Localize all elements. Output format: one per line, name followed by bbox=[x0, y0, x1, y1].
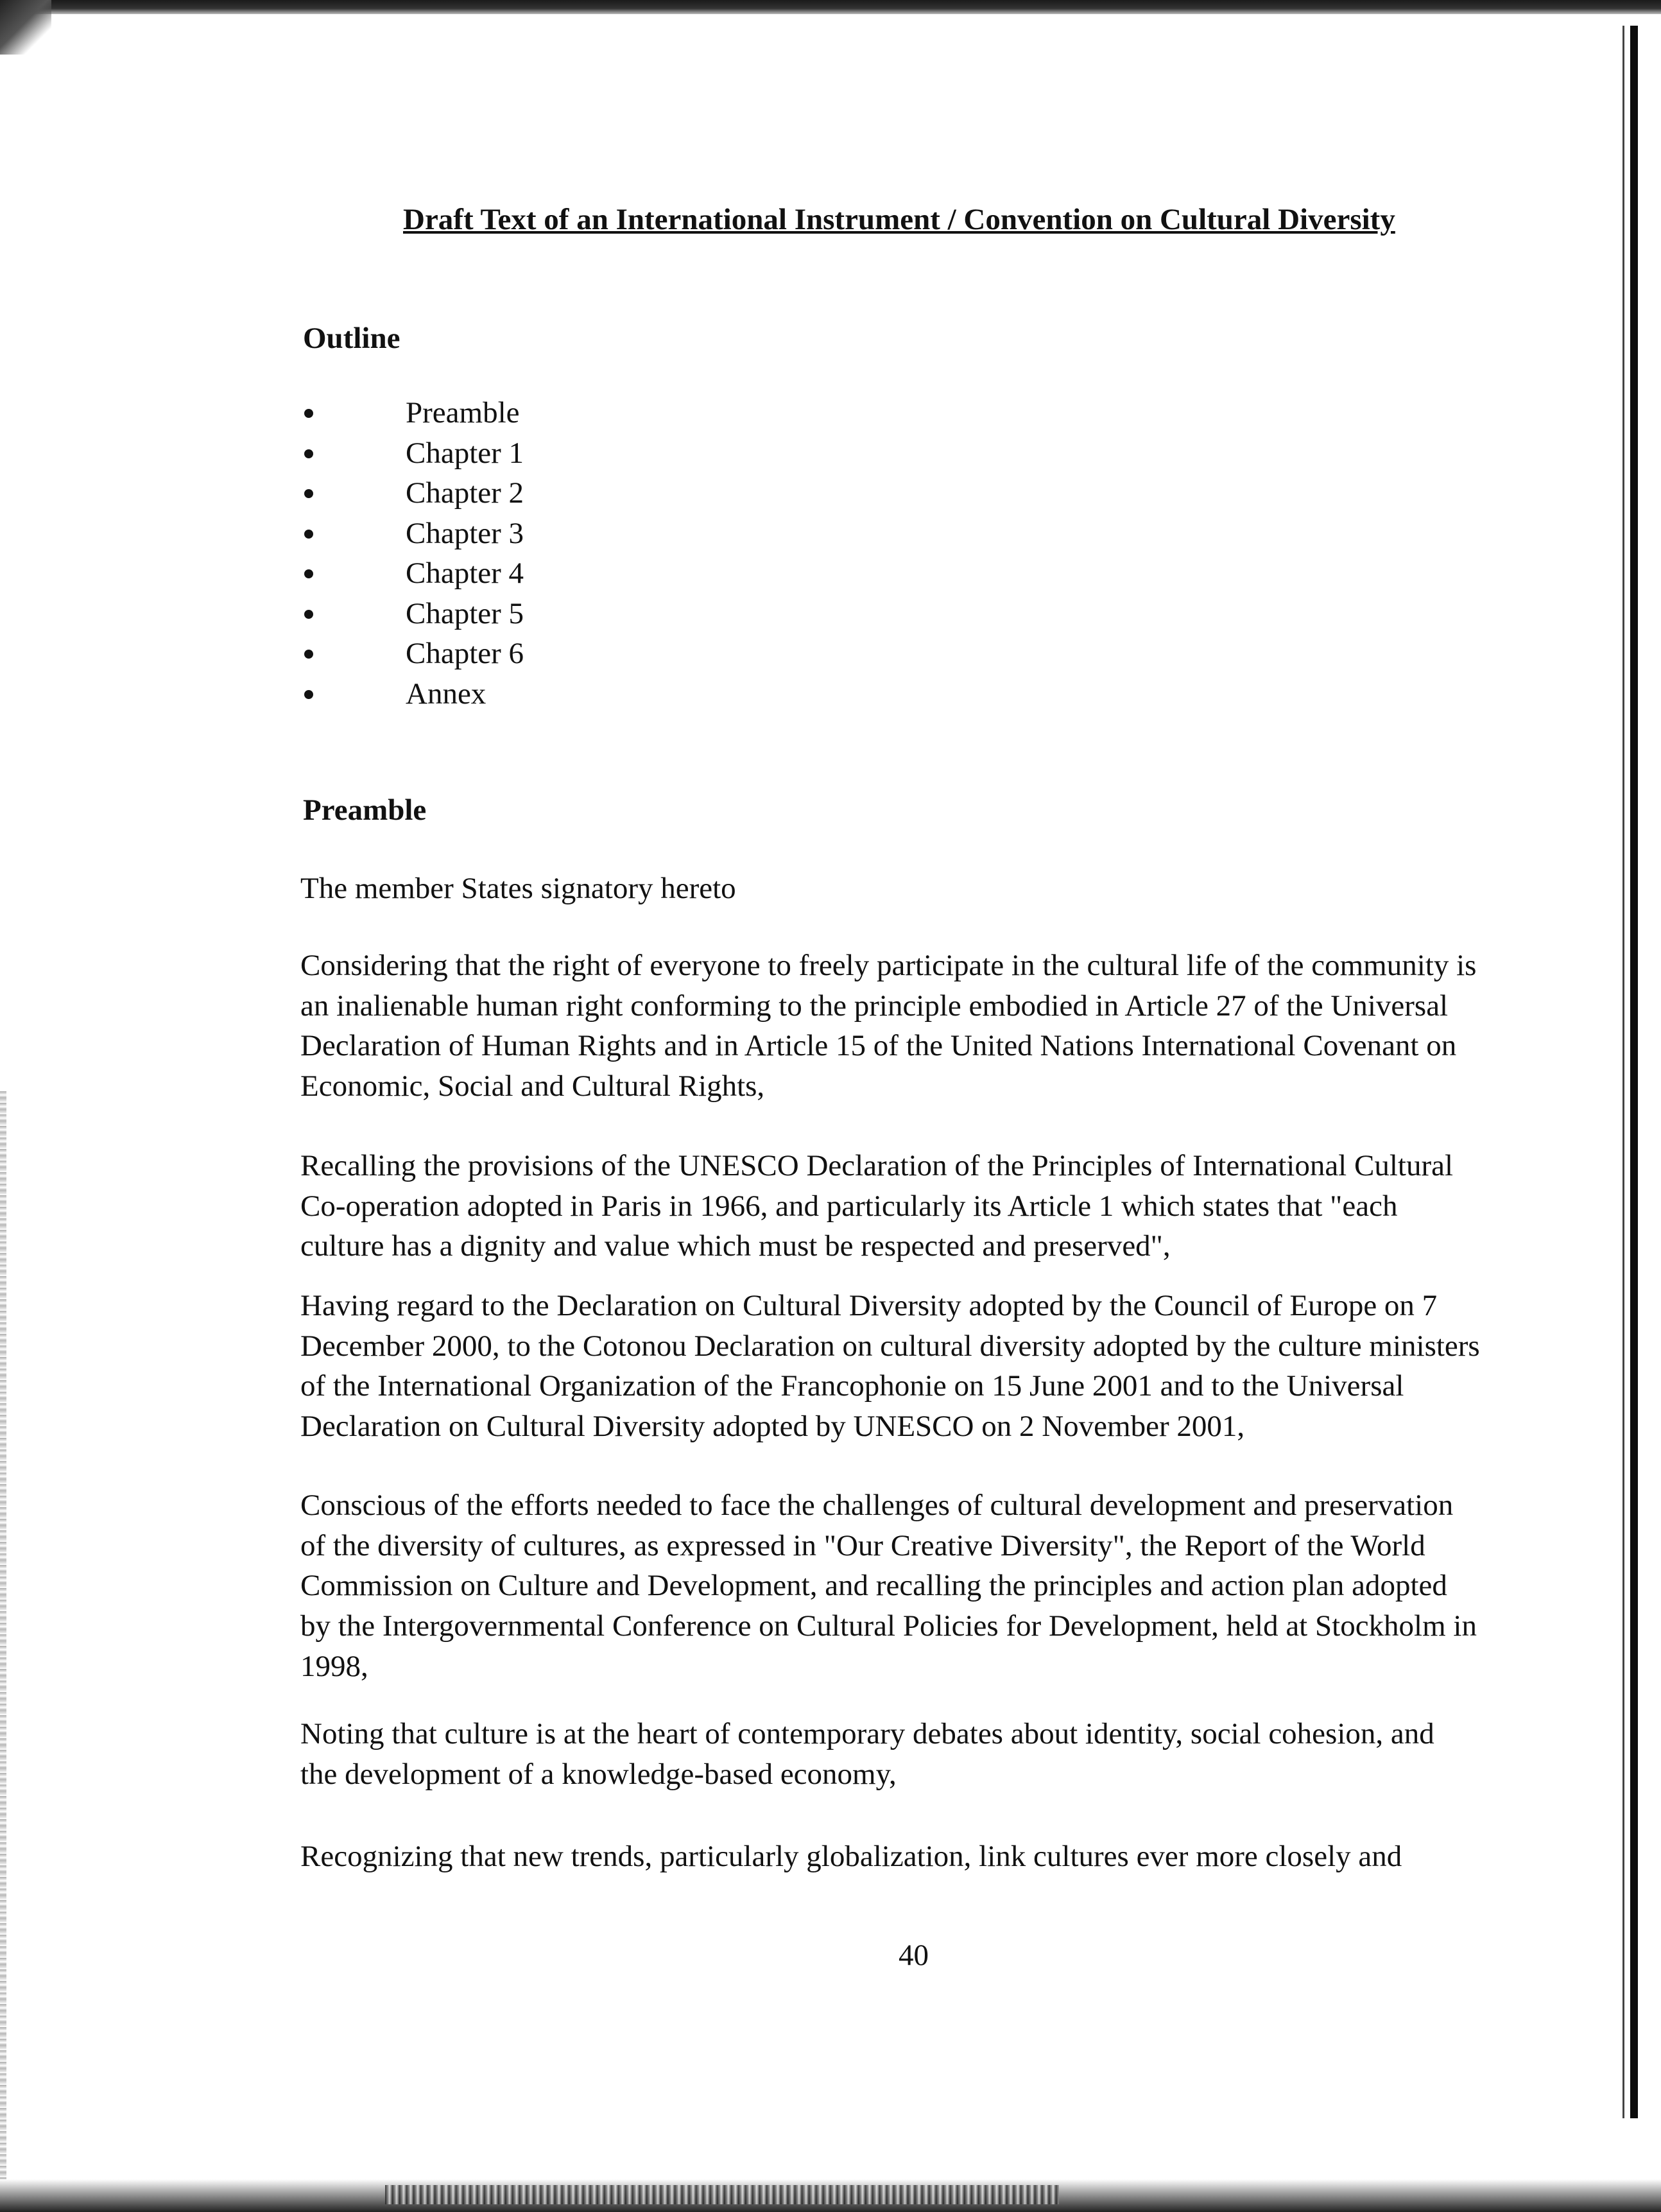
outline-item-label: Chapter 6 bbox=[406, 637, 524, 670]
paragraph-line: Declaration on Cultural Diversity adopted by UNESCO on 2 November 2001, bbox=[300, 1410, 1245, 1444]
outline-item-label: Chapter 2 bbox=[406, 476, 524, 510]
bullet-icon bbox=[304, 449, 313, 458]
paragraph-line: Having regard to the Declaration on Cultural Diversity adopted by the Council of Europe on 7 bbox=[300, 1289, 1438, 1322]
paragraph-line: Noting that culture is at the heart of contemporary debates about identity, social cohesion, and bbox=[300, 1717, 1434, 1750]
paragraph-line: The member States signatory hereto bbox=[300, 872, 736, 905]
scan-edge-top bbox=[0, 0, 1661, 14]
scan-edge-right bbox=[1630, 26, 1638, 2118]
outline-item-label: Chapter 4 bbox=[406, 557, 524, 590]
paragraph-line: an inalienable human right conforming to the principle embodied in Article 27 of the Universal bbox=[300, 989, 1449, 1023]
paragraph-line: Recalling the provisions of the UNESCO Declaration of the Principles of International Cultural bbox=[300, 1149, 1454, 1182]
paragraph bbox=[300, 946, 1590, 1107]
paragraph-line: December 2000, to the Cotonou Declaration on cultural diversity adopted by the culture ministers bbox=[300, 1329, 1480, 1363]
bullet-icon bbox=[304, 409, 313, 418]
paragraph-line: Conscious of the efforts needed to face the challenges of cultural development and preservation bbox=[300, 1489, 1454, 1522]
paragraph-line: of the International Organization of the Francophonie on 15 June 2001 and to the Universal bbox=[300, 1369, 1404, 1403]
preamble-heading: Preamble bbox=[303, 793, 427, 827]
bullet-icon bbox=[304, 530, 313, 539]
paragraph-line: Considering that the right of everyone to freely participate in the cultural life of the community is bbox=[300, 949, 1477, 982]
paragraph bbox=[300, 1286, 1590, 1447]
paragraph-line: of the diversity of cultures, as expressed in "Our Creative Diversity", the Report of the World bbox=[300, 1528, 1425, 1562]
paragraph bbox=[300, 1485, 1590, 1687]
paragraph-line: Economic, Social and Cultural Rights, bbox=[300, 1069, 765, 1103]
document-title: Draft Text of an International Instrument / Convention on Cultural Diversity bbox=[403, 203, 1395, 236]
bullet-icon bbox=[304, 569, 313, 578]
outline-item-label: Chapter 1 bbox=[406, 436, 524, 470]
paragraph-line: 1998, bbox=[300, 1649, 368, 1683]
page-number: 40 bbox=[899, 1939, 929, 1972]
outline-item-label: Chapter 5 bbox=[406, 596, 524, 630]
scan-edge-right-thin bbox=[1622, 26, 1624, 2118]
paragraph-line: Commission on Culture and Development, and recalling the principles and action plan adopted bbox=[300, 1569, 1447, 1603]
bullet-icon bbox=[304, 650, 313, 659]
outline-item-label: Chapter 3 bbox=[406, 516, 524, 550]
paragraph-line: Declaration of Human Rights and in Article 15 of the United Nations International Covenant on bbox=[300, 1029, 1457, 1063]
paragraph bbox=[300, 1836, 1590, 1877]
paragraph-line: Co-operation adopted in Paris in 1966, and particularly its Article 1 which states that "each bbox=[300, 1189, 1398, 1223]
paragraph bbox=[300, 1714, 1590, 1794]
paragraph-line: Recognizing that new trends, particularly globalization, link cultures ever more closely and bbox=[300, 1840, 1402, 1873]
scan-corner-shadow bbox=[0, 0, 51, 55]
paragraph-line: the development of a knowledge-based economy, bbox=[300, 1757, 897, 1791]
bullet-icon bbox=[304, 489, 313, 498]
bullet-icon bbox=[304, 690, 313, 699]
paragraph-line: culture has a dignity and value which must be respected and preserved", bbox=[300, 1229, 1171, 1263]
bullet-icon bbox=[304, 610, 313, 619]
paragraph-line: by the Intergovernmental Conference on Cultural Policies for Development, held at Stockholm in bbox=[300, 1609, 1477, 1643]
scan-noise-bottom bbox=[385, 2185, 1059, 2204]
outline-item-label: Annex bbox=[406, 677, 486, 711]
paragraph bbox=[300, 868, 1590, 909]
scan-edge-left bbox=[0, 1091, 6, 2182]
outline-heading: Outline bbox=[303, 322, 400, 355]
outline-item-label: Preamble bbox=[406, 396, 520, 429]
paragraph bbox=[300, 1146, 1590, 1266]
